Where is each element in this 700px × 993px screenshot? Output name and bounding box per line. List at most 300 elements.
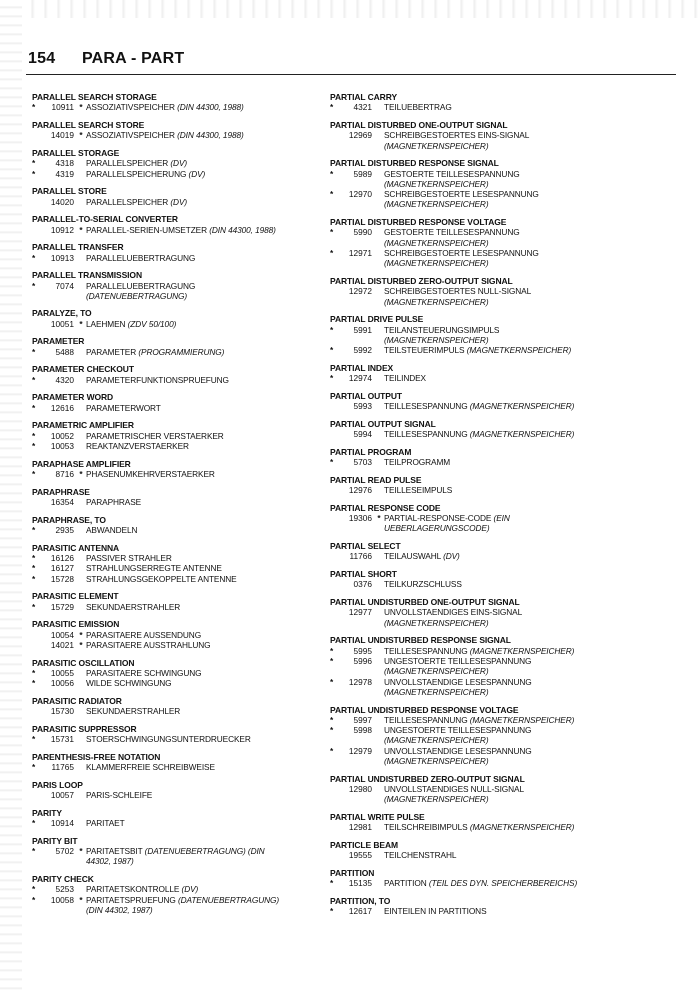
translation-term: TEILAUSWAHL <box>384 551 441 562</box>
dictionary-entry <box>32 808 332 829</box>
translation-text <box>86 469 332 479</box>
translation-reference: (DV) <box>188 168 206 179</box>
translation-line <box>32 169 332 179</box>
translation-reference: (MAGNETKERNSPEICHER) <box>469 401 575 412</box>
translation-line <box>330 286 630 296</box>
translation-line <box>330 607 630 617</box>
translation-text <box>86 905 332 915</box>
translation-term: SCHREIBGESTOERTE LESESPANNUNG <box>384 248 539 259</box>
translation-term: UNVOLLSTAENDIGE LESESPANNUNG <box>384 745 532 756</box>
entry-term: PARASITIC RADIATOR <box>32 695 122 706</box>
entry-term: PARTIAL READ PULSE <box>330 474 422 485</box>
dictionary-entry <box>32 270 332 301</box>
standard-marker: * <box>330 189 334 200</box>
entry-term: PARAMETER CHECKOUT <box>32 364 134 375</box>
translation-text <box>86 169 332 179</box>
standard-marker: * <box>330 373 334 384</box>
translation-term: GESTOERTE TEILLESESPANNUNG <box>384 227 520 238</box>
standard-marker: * <box>32 402 36 413</box>
translation-term: PARAMETERFUNKTIONSPRUEFUNG <box>86 374 229 385</box>
dictionary-entry <box>32 487 332 508</box>
translation-line <box>330 523 630 533</box>
dictionary-entry <box>330 158 630 209</box>
translation-term: TEILUEBERTRAG <box>384 102 452 113</box>
translation-text <box>86 158 332 168</box>
entry-number: 16127 <box>50 563 74 574</box>
translation-text <box>384 238 630 248</box>
translation-term: PARALLELSPEICHERUNG <box>86 168 187 179</box>
standard-marker: * <box>32 168 36 179</box>
dictionary-entry <box>32 420 332 451</box>
entry-term: PARASITIC ANTENNA <box>32 542 120 553</box>
translation-text <box>384 822 630 832</box>
standard-marker: * <box>330 168 334 179</box>
translation-line <box>330 130 630 140</box>
translation-term: STOERSCHWINGUNGSUNTERDRUECKER <box>86 734 251 745</box>
source-marker: * <box>79 894 83 905</box>
entry-number: 14021 <box>50 639 74 650</box>
translation-line <box>32 856 332 866</box>
standard-marker: * <box>330 457 334 468</box>
translation-term: UNGESTOERTE TEILLESESPANNUNG <box>384 725 532 736</box>
translation-text <box>86 497 332 507</box>
translation-term: GESTOERTE TEILLESESPANNUNG <box>384 168 520 179</box>
translation-reference: (MAGNETKERNSPEICHER) <box>469 645 575 656</box>
translation-reference: (DIN 44300, 1988) <box>177 130 244 141</box>
translation-line <box>330 485 630 495</box>
standard-marker: * <box>330 227 334 238</box>
dictionary-entry <box>330 597 630 628</box>
standard-marker: * <box>32 884 36 895</box>
entry-number: 14020 <box>50 196 74 207</box>
translation-text <box>86 441 332 451</box>
dictionary-entry <box>330 503 630 534</box>
entry-number: 10914 <box>50 818 74 829</box>
translation-text <box>86 563 332 573</box>
translation-reference: (MAGNETKERNSPEICHER) <box>384 755 489 766</box>
translation-term: PARASITAERE SCHWINGUNG <box>86 667 202 678</box>
entry-number: 10055 <box>50 667 74 678</box>
standard-marker: * <box>32 573 36 584</box>
entry-term: PARTIAL PROGRAM <box>330 446 412 457</box>
dictionary-entry <box>32 591 332 612</box>
entry-term: PARTIAL UNDISTURBED RESPONSE VOLTAGE <box>330 704 519 715</box>
dictionary-entry <box>330 475 630 496</box>
entry-term: PARAPHRASE <box>32 486 90 497</box>
translation-term: PASSIVER STRAHLER <box>86 552 172 563</box>
translation-text <box>384 325 630 335</box>
standard-marker: * <box>32 158 36 169</box>
dictionary-entry <box>32 658 332 689</box>
translation-text <box>86 102 332 112</box>
translation-reference: (TEIL DES DYN. SPEICHERBEREICHS) <box>428 878 578 889</box>
entry-number: 12971 <box>348 248 372 259</box>
standard-marker: * <box>32 441 36 452</box>
translation-text <box>86 668 332 678</box>
entry-term: PARTIAL DISTURBED RESPONSE SIGNAL <box>330 158 499 169</box>
translation-term: PARITAETSKONTROLLE <box>86 884 180 895</box>
translation-term: PARAMETERWORT <box>86 402 161 413</box>
entry-number: 5997 <box>353 714 372 725</box>
standard-marker: * <box>32 430 36 441</box>
translation-term: TEILSTEUERIMPULS <box>384 345 465 356</box>
entry-number: 5253 <box>55 884 74 895</box>
dictionary-entry <box>32 515 332 536</box>
translation-text <box>86 678 332 688</box>
translation-text <box>384 227 630 237</box>
translation-term: STRAHLUNGSGEKOPPELTE ANTENNE <box>86 573 237 584</box>
source-marker: * <box>79 469 83 479</box>
translation-line <box>330 784 630 794</box>
dictionary-entry <box>32 120 332 141</box>
translation-line <box>330 878 630 888</box>
translation-line <box>32 158 332 168</box>
translation-line <box>330 373 630 383</box>
dictionary-entry <box>32 619 332 650</box>
translation-line <box>330 457 630 467</box>
standard-marker: * <box>32 678 36 689</box>
dictionary-entry <box>32 459 332 480</box>
translation-line <box>330 794 630 804</box>
translation-term: PARAMETER <box>86 346 137 357</box>
translation-reference: (MAGNETKERNSPEICHER) <box>384 686 489 697</box>
translation-reference: (MAGNETKERNSPEICHER) <box>384 178 489 189</box>
translation-term: SCHREIBGESTOERTE LESESPANNUNG <box>384 189 539 200</box>
translation-text <box>86 574 332 584</box>
translation-line <box>32 818 332 828</box>
translation-term: TEILLESEIMPULS <box>384 485 453 496</box>
translation-line <box>32 431 332 441</box>
translation-term: UNVOLLSTAENDIGE LESESPANNUNG <box>384 676 532 687</box>
entry-number: 14019 <box>50 130 74 141</box>
translation-line <box>330 189 630 199</box>
translation-term: TEILLESESPANNUNG <box>384 714 468 725</box>
entry-term: PARTIAL RESPONSE CODE <box>330 502 441 513</box>
dictionary-entry <box>32 308 332 329</box>
translation-term: PARALLELSPEICHER <box>86 196 169 207</box>
translation-line <box>330 677 630 687</box>
translation-line <box>330 227 630 237</box>
translation-term: SEKUNDAERSTRAHLER <box>86 706 181 717</box>
translation-reference: (DATENUEBERTRAGUNG) <box>177 894 280 905</box>
source-marker: * <box>377 513 381 524</box>
entry-term: PARTIAL SELECT <box>330 541 401 552</box>
translation-line <box>330 822 630 832</box>
translation-text <box>384 607 630 617</box>
translation-term: ASSOZIATIVSPEICHER <box>86 102 175 113</box>
translation-text <box>384 401 630 411</box>
translation-text <box>86 347 332 357</box>
entry-number: 11765 <box>51 762 74 773</box>
standard-marker: * <box>330 645 334 656</box>
entry-number: 5991 <box>353 324 372 335</box>
translation-text <box>384 784 630 794</box>
translation-line <box>32 347 332 357</box>
standard-marker: * <box>32 346 36 357</box>
translation-text <box>86 790 332 800</box>
translation-line <box>32 469 332 479</box>
standard-marker: * <box>330 324 334 335</box>
entry-term: PARTIAL OUTPUT <box>330 390 402 401</box>
entry-term: PARTIAL WRITE PULSE <box>330 811 425 822</box>
translation-line <box>32 905 332 915</box>
translation-reference: (MAGNETKERNSPEICHER) <box>384 199 489 210</box>
entry-number: 12978 <box>348 676 372 687</box>
entry-number: 5993 <box>353 401 372 412</box>
dictionary-entry <box>330 541 630 562</box>
translation-text <box>384 618 630 628</box>
source-marker: * <box>79 639 83 650</box>
standard-marker: * <box>32 280 36 291</box>
translation-reference: (DIN 44300, 1988) <box>177 102 244 113</box>
entry-term: PARALYZE, TO <box>32 308 92 319</box>
translation-reference: (DV) <box>170 196 188 207</box>
dictionary-entry <box>32 874 332 915</box>
entry-term: PARENTHESIS-FREE NOTATION <box>32 751 161 762</box>
entry-number: 12974 <box>348 373 372 384</box>
translation-text <box>86 640 332 650</box>
translation-text <box>384 169 630 179</box>
standard-marker: * <box>330 714 334 725</box>
dictionary-entry <box>330 363 630 384</box>
translation-reference: (DV) <box>170 158 188 169</box>
dictionary-entry <box>32 780 332 801</box>
translation-text <box>384 457 630 467</box>
translation-reference: (MAGNETKERNSPEICHER) <box>384 296 489 307</box>
dictionary-entry <box>330 276 630 307</box>
entry-number: 12979 <box>348 745 372 756</box>
dictionary-entry <box>32 752 332 773</box>
dictionary-entry <box>32 242 332 263</box>
translation-line <box>32 630 332 640</box>
dictionary-entry <box>32 836 332 867</box>
entry-number: 12977 <box>348 607 372 618</box>
translation-text <box>384 335 630 345</box>
entry-number: 10057 <box>50 790 74 801</box>
source-marker: * <box>79 318 83 329</box>
entry-number: 16126 <box>50 552 74 563</box>
entry-number: 10052 <box>50 430 74 441</box>
translation-reference: (MAGNETKERNSPEICHER) <box>469 822 575 833</box>
entry-number: 12972 <box>348 286 372 297</box>
entry-number: 10058 <box>50 894 74 905</box>
dictionary-entry <box>32 392 332 413</box>
translation-reference: (MAGNETKERNSPEICHER) <box>384 735 489 746</box>
translation-text <box>86 281 332 291</box>
translation-reference: 44302, 1987) <box>86 856 134 867</box>
translation-term: TEILANSTEUERUNGSIMPULS <box>384 324 500 335</box>
translation-line <box>330 850 630 860</box>
translation-reference: (MAGNETKERNSPEICHER) <box>469 429 575 440</box>
translation-text <box>86 553 332 563</box>
entry-term: PARALLEL SEARCH STORAGE <box>32 92 157 102</box>
left-column <box>32 92 332 923</box>
translation-text <box>384 258 630 268</box>
translation-reference: (MAGNETKERNSPEICHER) <box>384 666 489 677</box>
entry-term: PARTIAL SHORT <box>330 569 397 580</box>
translation-line <box>330 179 630 189</box>
dictionary-entry <box>330 391 630 412</box>
dictionary-entry <box>32 214 332 235</box>
translation-line <box>32 678 332 688</box>
translation-text <box>86 818 332 828</box>
translation-term: PARASITAERE AUSSENDUNG <box>86 629 202 640</box>
translation-term: TEILINDEX <box>384 373 426 384</box>
translation-text <box>384 735 630 745</box>
translation-line <box>330 258 630 268</box>
dictionary-entry <box>330 635 630 697</box>
entry-number: 5996 <box>353 655 372 666</box>
source-marker: * <box>79 846 83 856</box>
translation-line <box>330 335 630 345</box>
translation-reference: (DIN 44302, 1987) <box>86 904 153 915</box>
entry-number: 12969 <box>348 130 372 141</box>
translation-text <box>86 197 332 207</box>
translation-line <box>32 563 332 573</box>
entry-number: 0376 <box>353 579 372 590</box>
translation-text <box>86 225 332 235</box>
translation-line <box>330 715 630 725</box>
standard-marker: * <box>330 345 334 356</box>
translation-term: UNGESTOERTE TEILLESESPANNUNG <box>384 655 532 666</box>
translation-reference: UEBERLAGERUNGSCODE) <box>384 523 490 534</box>
source-marker: * <box>79 102 83 113</box>
standard-marker: * <box>330 102 334 113</box>
translation-line <box>32 706 332 716</box>
entry-number: 15731 <box>50 734 74 745</box>
entry-number: 10912 <box>50 224 74 235</box>
translation-term: PHASENUMKEHRVERSTAERKER <box>86 469 215 479</box>
scan-noise-top <box>22 0 700 18</box>
standard-marker: * <box>32 102 36 113</box>
entry-number: 5488 <box>55 346 74 357</box>
translation-line <box>330 345 630 355</box>
translation-term: PARALLEL-SERIEN-UMSETZER <box>86 224 208 235</box>
entry-term: PARTITION <box>330 867 375 878</box>
translation-text <box>384 878 630 888</box>
source-marker: * <box>79 629 83 640</box>
translation-line <box>330 906 630 916</box>
translation-line <box>330 579 630 589</box>
entry-number: 12981 <box>348 822 372 833</box>
translation-line <box>330 199 630 209</box>
entry-term: PARTIAL DISTURBED ONE-OUTPUT SIGNAL <box>330 119 508 130</box>
entry-number: 5994 <box>353 429 372 440</box>
scan-noise-left <box>0 0 22 993</box>
entry-term: PARASITIC OSCILLATION <box>32 657 135 668</box>
entry-number: 7074 <box>55 280 74 291</box>
entry-number: 15728 <box>50 573 74 584</box>
entry-number: 11766 <box>349 551 372 562</box>
entry-term: PARTIAL UNDISTURBED RESPONSE SIGNAL <box>330 635 511 646</box>
translation-line <box>330 429 630 439</box>
dictionary-entry <box>330 217 630 268</box>
translation-text <box>86 734 332 744</box>
standard-marker: * <box>330 906 334 917</box>
translation-text <box>384 687 630 697</box>
dictionary-entry <box>330 896 630 917</box>
translation-text <box>86 403 332 413</box>
translation-text <box>384 666 630 676</box>
translation-line <box>330 756 630 766</box>
translation-text <box>384 373 630 383</box>
entry-number: 10051 <box>50 318 74 329</box>
translation-line <box>32 441 332 451</box>
translation-term: TEILLESESPANNUNG <box>384 429 468 440</box>
translation-text <box>384 199 630 209</box>
standard-marker: * <box>32 552 36 563</box>
entry-term: PARAPHRASE, TO <box>32 514 106 525</box>
page-header <box>28 50 184 68</box>
standard-marker: * <box>32 252 36 263</box>
translation-text <box>384 130 630 140</box>
standard-marker: * <box>32 524 36 535</box>
translation-line <box>32 553 332 563</box>
header-rule <box>26 74 676 75</box>
dictionary-entry <box>32 364 332 385</box>
entry-number: 12616 <box>50 402 74 413</box>
dictionary-entry <box>330 705 630 767</box>
translation-line <box>32 130 332 140</box>
entry-number: 4318 <box>55 158 74 169</box>
translation-line <box>330 551 630 561</box>
dictionary-entry <box>330 868 630 889</box>
entry-number: 5992 <box>353 345 372 356</box>
translation-reference: (MAGNETKERNSPEICHER) <box>384 237 489 248</box>
translation-term: PARTIAL-RESPONSE-CODE <box>384 513 492 524</box>
entry-term: PARAMETRIC AMPLIFIER <box>32 420 134 431</box>
translation-term: PARIS-SCHLEIFE <box>86 790 153 801</box>
entry-term: PARASITIC SUPPRESSOR <box>32 723 137 734</box>
translation-term: EINTEILEN IN PARTITIONS <box>384 906 487 917</box>
entry-term: PARTIAL UNDISTURBED ZERO-OUTPUT SIGNAL <box>330 773 525 784</box>
translation-text <box>86 895 332 905</box>
dictionary-entry <box>32 186 332 207</box>
translation-reference: (DIN 44300, 1988) <box>209 224 276 235</box>
dictionary-entry <box>330 840 630 861</box>
translation-text <box>86 846 332 856</box>
translation-text <box>384 656 630 666</box>
translation-line <box>32 525 332 535</box>
translation-text <box>86 291 332 301</box>
translation-line <box>330 297 630 307</box>
entry-term: PARITY CHECK <box>32 873 94 884</box>
translation-text <box>86 762 332 772</box>
source-marker: * <box>79 224 83 235</box>
entry-number: 19306 <box>348 513 372 524</box>
translation-text <box>384 286 630 296</box>
translation-text <box>384 715 630 725</box>
dictionary-entry <box>32 92 332 113</box>
dictionary-entry <box>330 120 630 151</box>
translation-line <box>32 225 332 235</box>
translation-line <box>32 102 332 112</box>
translation-reference: (MAGNETKERNSPEICHER) <box>466 345 572 356</box>
translation-term: UNVOLLSTAENDIGES EINS-SIGNAL <box>384 607 523 618</box>
translation-line <box>330 102 630 112</box>
translation-text <box>384 579 630 589</box>
standard-marker: * <box>32 601 36 612</box>
dictionary-entry <box>330 314 630 355</box>
translation-text <box>384 189 630 199</box>
translation-text <box>384 102 630 112</box>
translation-reference: (PROGRAMMIERUNG) <box>138 346 225 357</box>
translation-line <box>330 746 630 756</box>
standard-marker: * <box>330 655 334 666</box>
translation-term: UNVOLLSTAENDIGES NULL-SIGNAL <box>384 783 524 794</box>
translation-reference: (MAGNETKERNSPEICHER) <box>469 714 575 725</box>
translation-term: WILDE SCHWINGUNG <box>86 678 172 689</box>
